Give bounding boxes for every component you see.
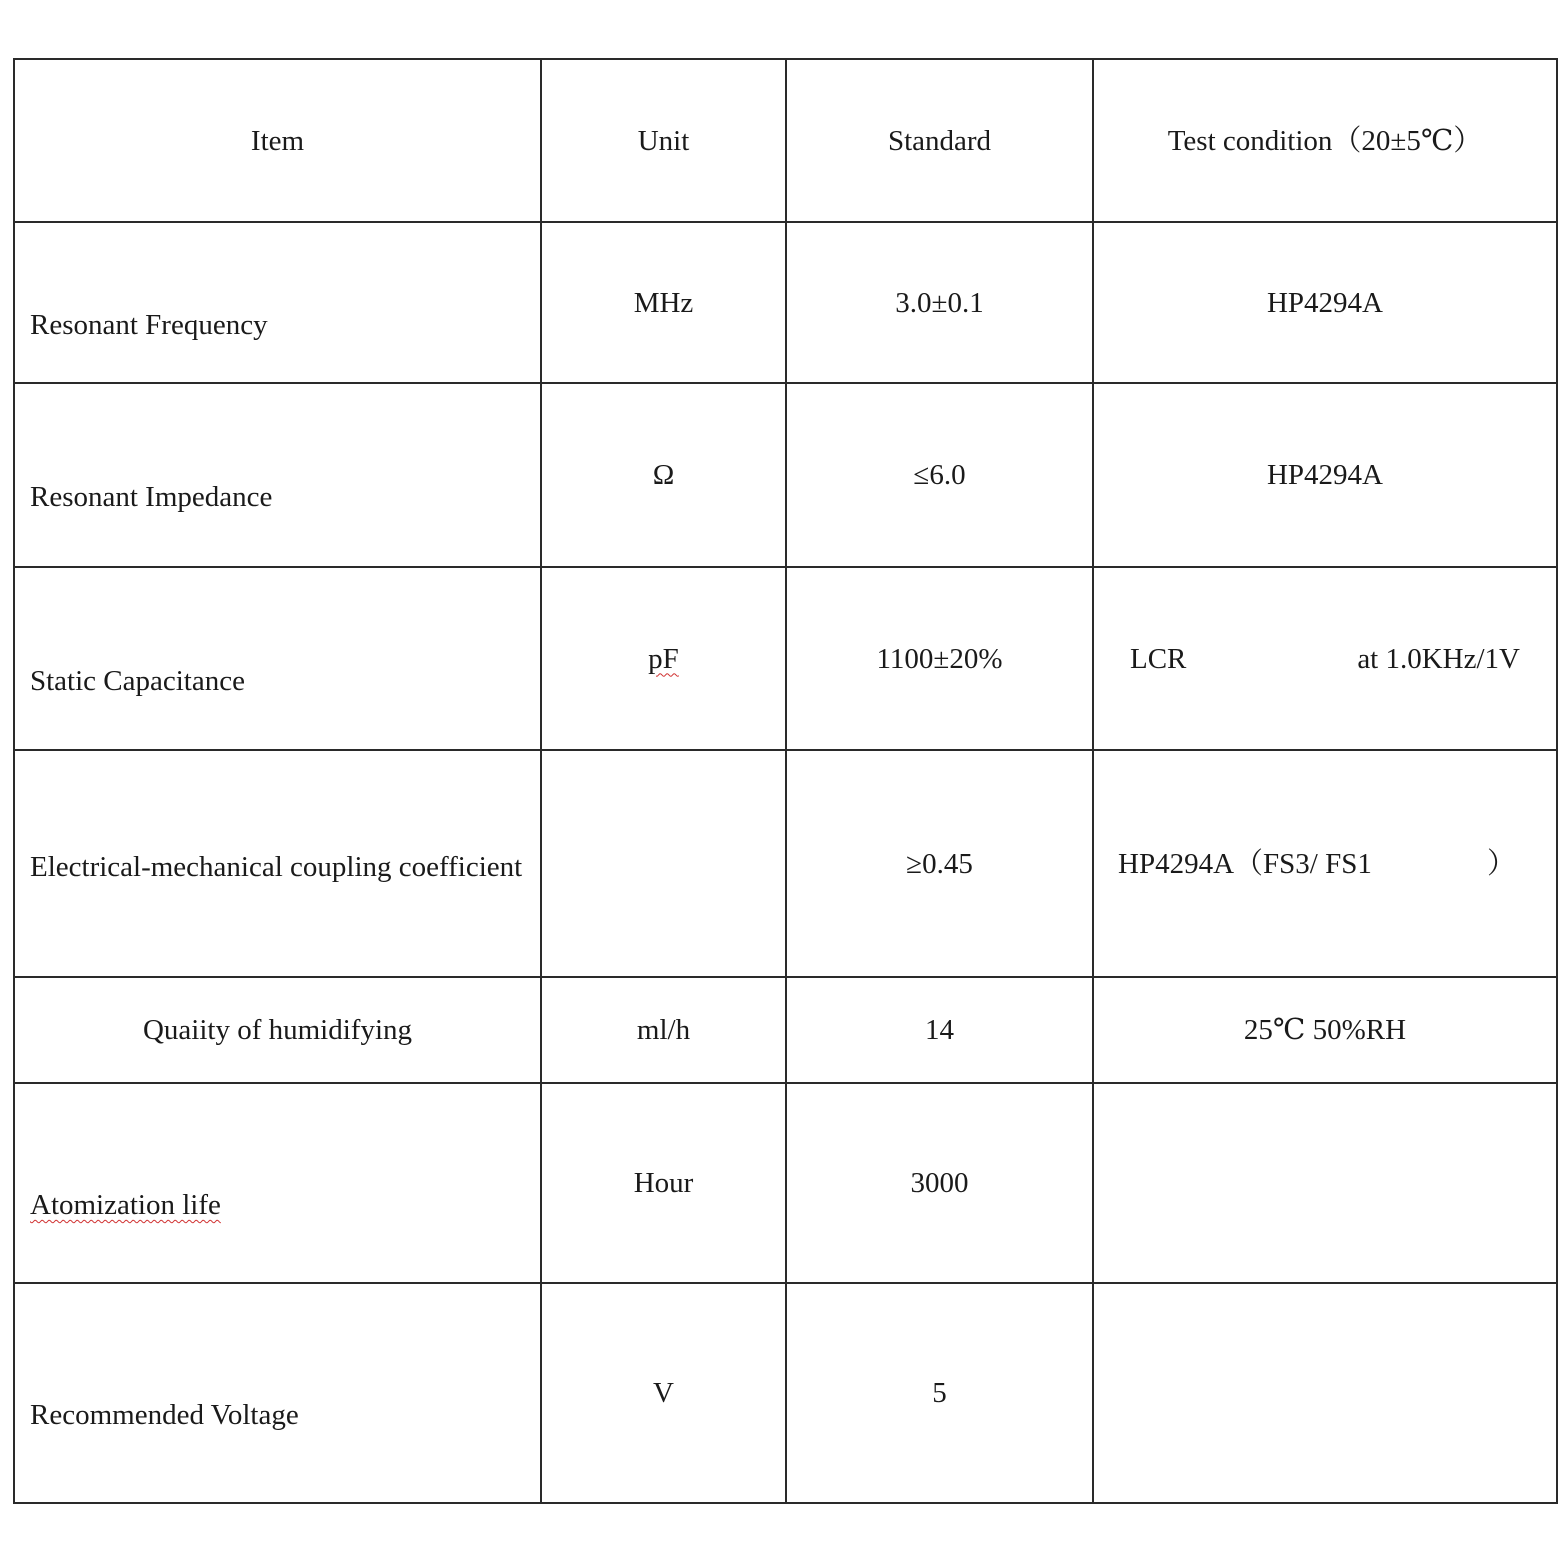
cell-test: HP4294A (1093, 383, 1557, 567)
table-row (14, 222, 1557, 383)
cell-test (1093, 750, 1557, 977)
cell-standard: ≥0.45 (786, 750, 1093, 977)
cell-test-left: LCR (1130, 642, 1187, 675)
spec-table (13, 58, 1558, 1504)
cell-item (14, 1083, 541, 1283)
cell-standard: 1100±20% (786, 567, 1093, 750)
cell-unit: MHz (541, 222, 786, 383)
cell-standard: 14 (786, 977, 1093, 1083)
header-item: Item (14, 59, 541, 222)
cell-test (1093, 1283, 1557, 1503)
cell-standard: 5 (786, 1283, 1093, 1503)
cell-item: Static Capacitance (14, 567, 541, 750)
header-row (14, 59, 1557, 222)
cell-unit (541, 567, 786, 750)
table-row (14, 1083, 1557, 1283)
cell-unit: Ω (541, 383, 786, 567)
header-test-condition: Test condition（20±5℃） (1093, 59, 1557, 222)
cell-test (1093, 567, 1557, 750)
cell-item-text: Atomization life (30, 1189, 221, 1221)
cell-item: Recommended Voltage (14, 1283, 541, 1503)
cell-test-right: ） (1486, 847, 1516, 880)
table-row (14, 1283, 1557, 1503)
cell-test-right: at 1.0KHz/1V (1357, 642, 1520, 675)
cell-test: 25℃ 50%RH (1093, 977, 1557, 1083)
cell-unit-text: pF (648, 642, 679, 675)
table-row (14, 977, 1557, 1083)
header-unit: Unit (541, 59, 786, 222)
cell-test: HP4294A (1093, 222, 1557, 383)
cell-unit: ml/h (541, 977, 786, 1083)
cell-unit (541, 750, 786, 977)
cell-item: Resonant Frequency (14, 222, 541, 383)
cell-standard: ≤6.0 (786, 383, 1093, 567)
cell-item (14, 977, 541, 1083)
table-row (14, 383, 1557, 567)
cell-unit: V (541, 1283, 786, 1503)
header-standard: Standard (786, 59, 1093, 222)
cell-standard: 3.0±0.1 (786, 222, 1093, 383)
cell-test (1093, 1083, 1557, 1283)
cell-standard: 3000 (786, 1083, 1093, 1283)
table-row (14, 567, 1557, 750)
cell-unit: Hour (541, 1083, 786, 1283)
cell-item: Electrical-mechanical coupling coefficient (14, 750, 541, 977)
table-row (14, 750, 1557, 977)
cell-test-left: HP4294A（FS3/ FS1 (1118, 847, 1372, 880)
cell-item-text: Quaiity of humidifying (142, 1014, 413, 1046)
cell-item: Resonant Impedance (14, 383, 541, 567)
